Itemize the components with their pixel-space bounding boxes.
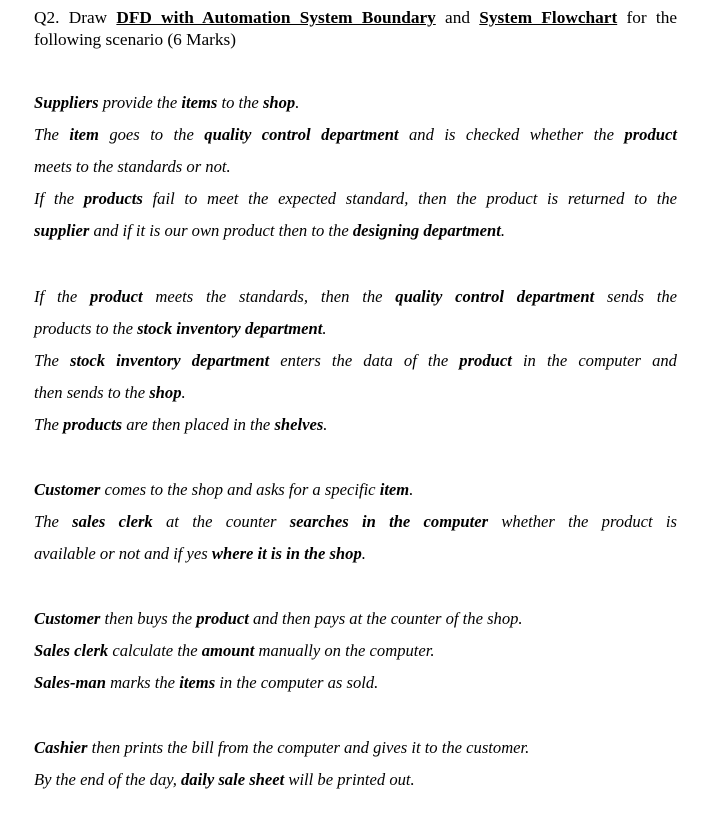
term-product: product xyxy=(459,351,512,370)
text: . xyxy=(409,480,414,499)
term-designing-department: designing department xyxy=(352,221,501,240)
text: are then placed in the xyxy=(122,415,275,434)
term-quality-control-department: quality control department xyxy=(204,125,399,144)
p1-line-1 xyxy=(34,87,677,119)
text: . xyxy=(322,319,327,338)
text: . xyxy=(361,544,366,563)
p2-line-1 xyxy=(34,281,677,313)
p5-line-1 xyxy=(34,732,677,764)
p3-line-1 xyxy=(34,474,677,506)
text: then sends to the xyxy=(34,383,150,402)
text: then buys the xyxy=(100,609,197,628)
term-quality-control-department: quality control department xyxy=(395,287,595,306)
term-customer: Customer xyxy=(34,480,101,499)
term-product: product xyxy=(624,125,677,144)
dfd-title: DFD with Automation System Boundary xyxy=(116,8,436,27)
p1-line-3 xyxy=(34,151,677,183)
paragraph-purchase xyxy=(34,603,677,699)
text: marks the xyxy=(105,673,180,692)
text: manually on the computer. xyxy=(254,641,435,660)
p4-line-3 xyxy=(34,667,677,699)
text: and if it is our own product then to the xyxy=(89,221,353,240)
p1-line-5 xyxy=(34,215,677,247)
term-items: items xyxy=(179,673,216,692)
text: and then pays at the counter of the shop. xyxy=(248,609,523,628)
p5-line-2 xyxy=(34,764,677,796)
p2-line-4 xyxy=(34,377,677,409)
text: By the end of the day, xyxy=(34,770,181,789)
term-cashier: Cashier xyxy=(34,738,88,757)
text: If the xyxy=(34,189,84,208)
text: will be printed out. xyxy=(284,770,415,789)
text: to the xyxy=(217,93,263,112)
paragraph-suppliers xyxy=(34,87,677,247)
term-item: item xyxy=(69,125,99,144)
term-suppliers: Suppliers xyxy=(34,93,99,112)
term-sales-clerk: sales clerk xyxy=(72,512,153,531)
text: The xyxy=(34,512,73,531)
question-heading xyxy=(34,7,677,51)
text: goes to the xyxy=(98,125,205,144)
question-line-2: following scenario (6 Marks) xyxy=(34,30,237,49)
term-products: products xyxy=(63,415,123,434)
term-item: item xyxy=(379,480,410,499)
term-daily-sale-sheet: daily sale sheet xyxy=(181,770,285,789)
text: then prints the bill from the computer and gives it to the customer. xyxy=(87,738,530,757)
paragraph-quality-control xyxy=(34,281,677,441)
p4-line-2 xyxy=(34,635,677,667)
term-product: product xyxy=(196,609,249,628)
text: The xyxy=(34,125,70,144)
term-shop: shop xyxy=(149,383,182,402)
term-products: products xyxy=(83,189,143,208)
term-supplier: supplier xyxy=(34,221,90,240)
text: enters the data of the xyxy=(269,351,460,370)
text: at the counter xyxy=(152,512,290,531)
term-stock-inventory-department: stock inventory department xyxy=(70,351,270,370)
text: meets to the standards or not. xyxy=(34,157,231,176)
p3-line-2 xyxy=(34,506,677,538)
text: . xyxy=(323,415,328,434)
text: The xyxy=(34,351,70,370)
text: available or not and if yes xyxy=(34,544,212,563)
flowchart-title: System Flowchart xyxy=(479,8,618,27)
p1-line-4 xyxy=(34,183,677,215)
text: provide the xyxy=(98,93,182,112)
p2-line-3 xyxy=(34,345,677,377)
p4-line-1 xyxy=(34,603,677,635)
text: . xyxy=(295,93,300,112)
text: in the computer as sold. xyxy=(215,673,379,692)
term-where-in-shop: where it is in the shop xyxy=(211,544,362,563)
question-and: and xyxy=(435,8,480,27)
text: sends the xyxy=(594,287,677,306)
text: fail to meet the expected standard, then the product is returned to the xyxy=(142,189,677,208)
question-suffix: for the xyxy=(617,8,678,27)
question-prefix: Q2. Draw xyxy=(34,8,117,27)
term-sales-man: Sales-man xyxy=(34,673,106,692)
text: calculate the xyxy=(108,641,202,660)
term-amount: amount xyxy=(201,641,255,660)
text: The xyxy=(34,415,64,434)
text: comes to the shop and asks for a specific xyxy=(100,480,380,499)
p3-line-3 xyxy=(34,538,677,570)
term-searches-in-the-computer: searches in the computer xyxy=(289,512,489,531)
p1-line-2 xyxy=(34,119,677,151)
text: meets the standards, then the xyxy=(142,287,396,306)
p2-line-5 xyxy=(34,409,677,441)
question-line-1 xyxy=(34,7,677,29)
text: whether the product is xyxy=(488,512,677,531)
text: and is checked whether the xyxy=(398,125,625,144)
text: . xyxy=(181,383,186,402)
term-product: product xyxy=(90,287,143,306)
p2-line-2 xyxy=(34,313,677,345)
term-stock-inventory-department: stock inventory department xyxy=(137,319,323,338)
term-items: items xyxy=(181,93,218,112)
paragraph-cashier xyxy=(34,732,677,796)
text: If the xyxy=(34,287,91,306)
term-shelves: shelves xyxy=(274,415,324,434)
text: in the computer and xyxy=(511,351,677,370)
term-customer: Customer xyxy=(34,609,101,628)
term-sales-clerk: Sales clerk xyxy=(34,641,109,660)
term-shop: shop xyxy=(262,93,296,112)
paragraph-customer-search xyxy=(34,474,677,570)
text: products to the xyxy=(34,319,138,338)
text: . xyxy=(500,221,505,240)
